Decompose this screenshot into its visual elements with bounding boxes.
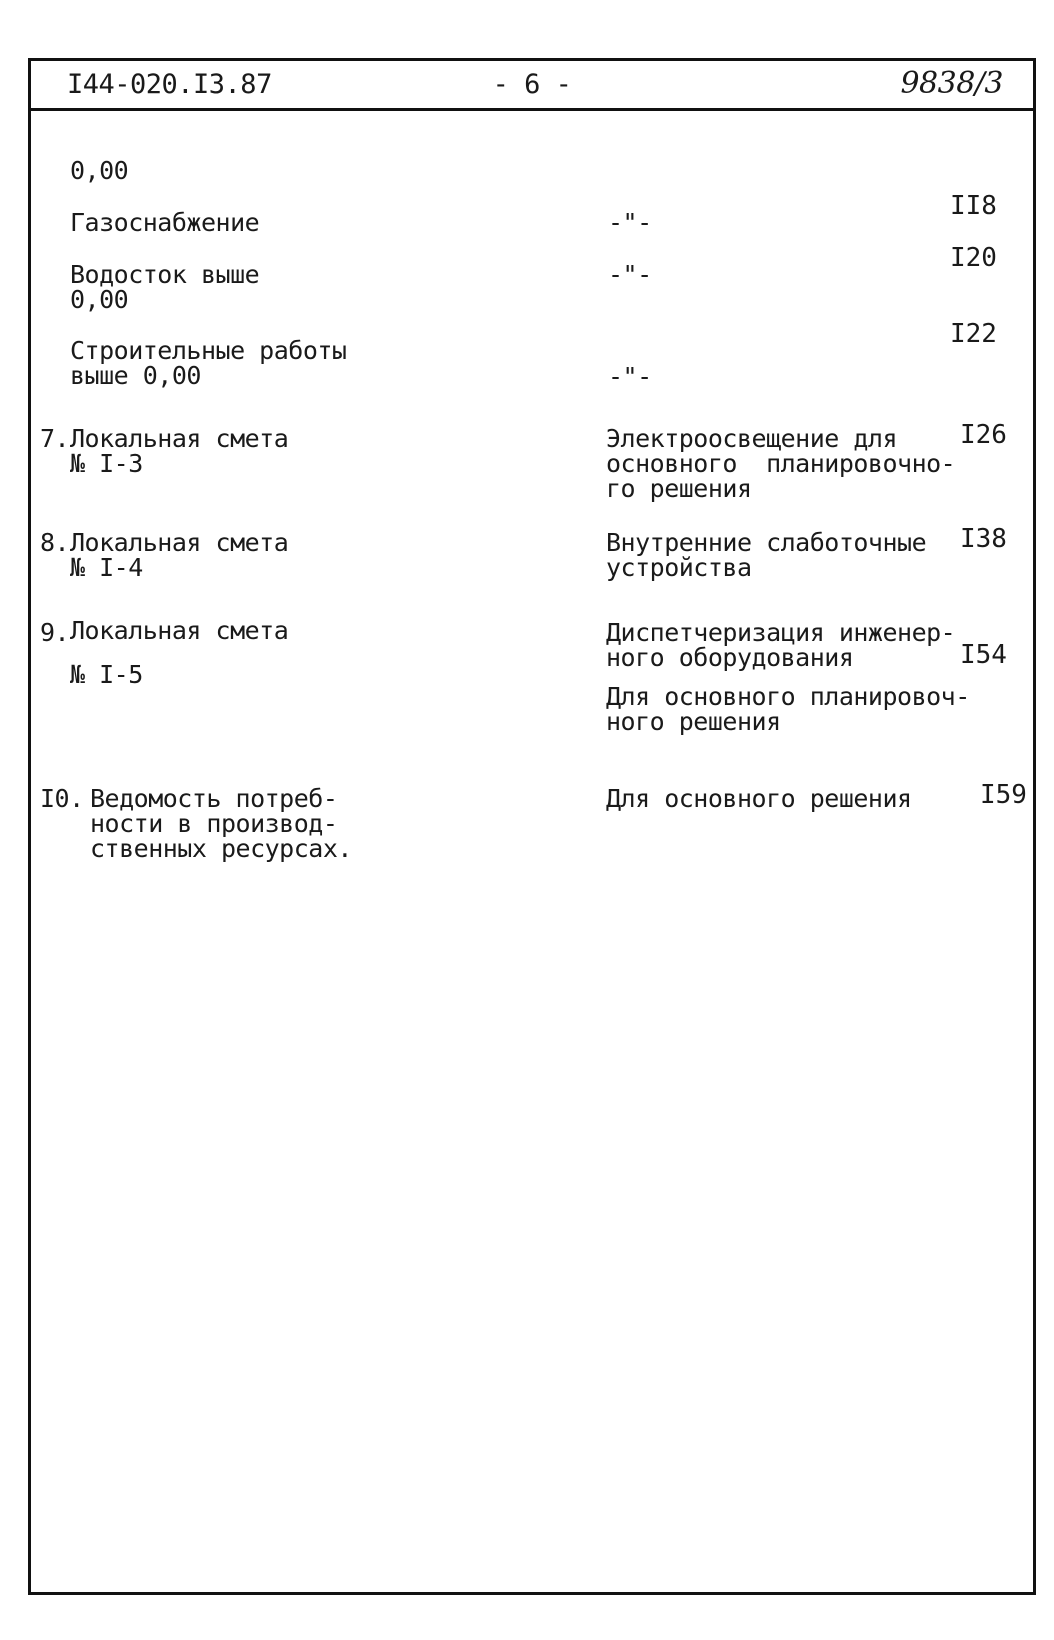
- row-right-note: Для основного планировоч- ного решения: [606, 682, 970, 736]
- row-left-text: Ведомость потреб- ности в производ- ственных ресурсах.: [90, 784, 352, 863]
- row-right-text: Для основного решения: [606, 784, 912, 813]
- row-page-number: I59: [980, 780, 1027, 810]
- row-page-number: II8: [950, 191, 997, 221]
- row-right-text: Электроосвещение для основного планировочно- го решения: [606, 424, 956, 503]
- row-left-text: Водосток выше 0,00: [70, 260, 260, 314]
- row-left-text: Строительные работы выше 0,00: [70, 336, 347, 390]
- page-number: - 6 -: [492, 69, 572, 100]
- row-number: I0.: [40, 784, 84, 813]
- row-right-text: -"-: [608, 362, 652, 391]
- inventory-number: 9838/3: [900, 66, 1003, 101]
- row-right-text: Диспетчеризация инженер- ного оборудования: [606, 618, 956, 672]
- row-number: 8.: [40, 528, 70, 557]
- row-page-number: I38: [960, 524, 1007, 554]
- page-header: [31, 61, 1033, 111]
- row-right-text: -"-: [608, 208, 652, 237]
- row-right-text: Внутренние слаботочные устройства: [606, 528, 927, 582]
- row-number: 7.: [40, 424, 70, 453]
- row-page-number: I26: [960, 420, 1007, 450]
- row-number: 9.: [40, 618, 70, 647]
- row-right-text: -"-: [608, 260, 652, 289]
- document-code: I44-020.I3.87: [67, 69, 272, 100]
- row-page-number: I54: [960, 640, 1007, 670]
- row-left-text: Газоснабжение: [70, 208, 260, 237]
- row-left-text: Локальная смета № I-3: [70, 424, 289, 478]
- row-left-text: Локальная смета № I-4: [70, 528, 289, 582]
- row-left-text: Локальная смета № I-5: [70, 616, 289, 689]
- row-left-text: 0,00: [70, 156, 129, 185]
- row-page-number: I20: [950, 243, 997, 273]
- row-page-number: I22: [950, 319, 997, 349]
